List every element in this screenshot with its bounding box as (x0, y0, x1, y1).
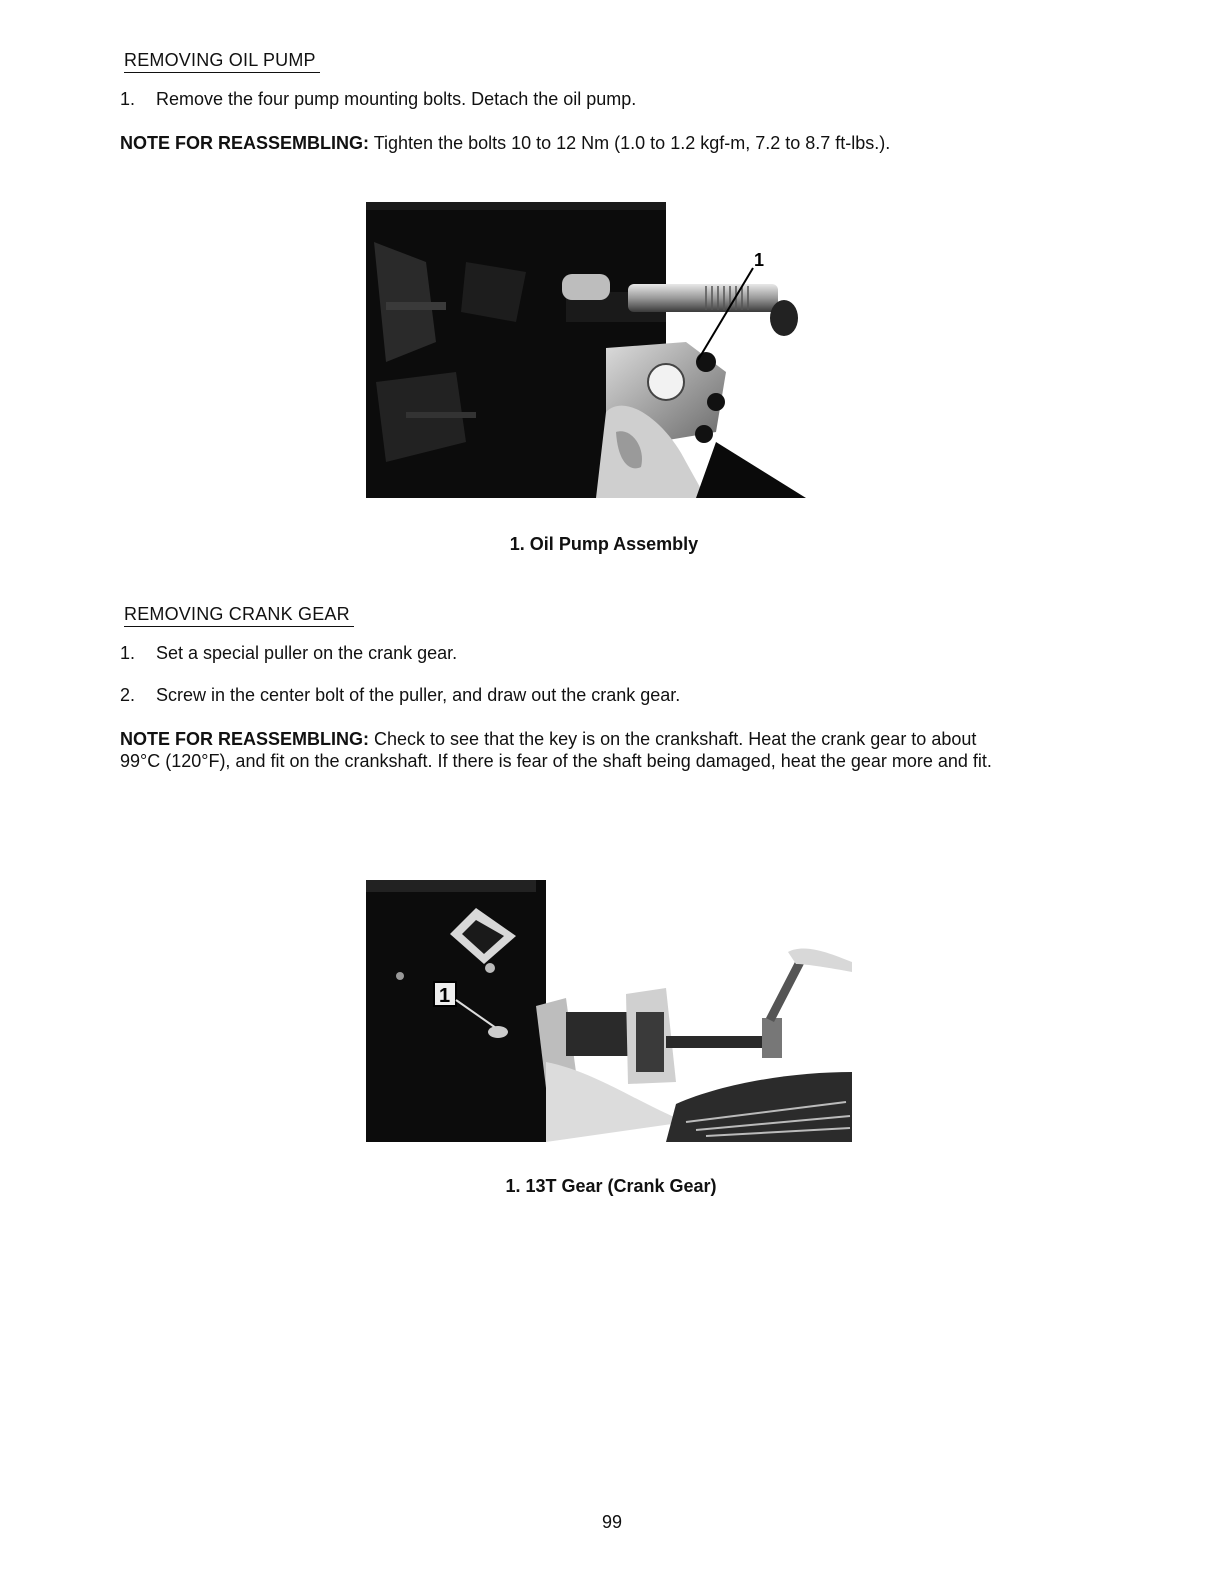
step-text: Set a special puller on the crank gear. (156, 643, 458, 663)
section-heading-oil-pump: REMOVING OIL PUMP (124, 50, 320, 73)
step-remove-bolts (120, 88, 636, 110)
step-text: Screw in the center bolt of the puller, and draw out the crank gear. (156, 685, 681, 705)
step-number: 2. (120, 685, 136, 705)
note-text: Check to see that the key is on the crankshaft. Heat the crank gear to about 99°C (120°F), and fit on the crankshaft. If there is fear of the shaft being damaged, heat the gear more and fit. (120, 729, 992, 771)
figure-caption-crank-gear: 1. 13T Gear (Crank Gear) (505, 1176, 717, 1196)
oil-pump-photo (366, 202, 836, 500)
step-draw-out-gear (120, 684, 680, 706)
note-label: NOTE FOR REASSEMBLING: (120, 729, 370, 749)
page-number: 99 (601, 1512, 623, 1532)
figure-caption-oil-pump: 1. Oil Pump Assembly (509, 534, 699, 554)
reassembly-note-oil-pump (120, 132, 1020, 154)
step-number: 1. (120, 643, 136, 663)
note-text: Tighten the bolts 10 to 12 Nm (1.0 to 1.2 kgf-m, 7.2 to 8.7 ft-lbs.). (369, 133, 891, 153)
note-label: NOTE FOR REASSEMBLING: (120, 133, 370, 153)
step-text: Remove the four pump mounting bolts. Detach the oil pump. (156, 89, 637, 109)
photo-callout-number: 1 (439, 985, 451, 1007)
section-heading-crank-gear: REMOVING CRANK GEAR (124, 604, 354, 627)
step-number: 1. (120, 89, 136, 109)
step-set-puller (120, 642, 457, 664)
reassembly-note-crank-gear (120, 728, 1020, 772)
photo-callout-number: 1 (754, 250, 765, 270)
crank-gear-photo (366, 872, 852, 1142)
